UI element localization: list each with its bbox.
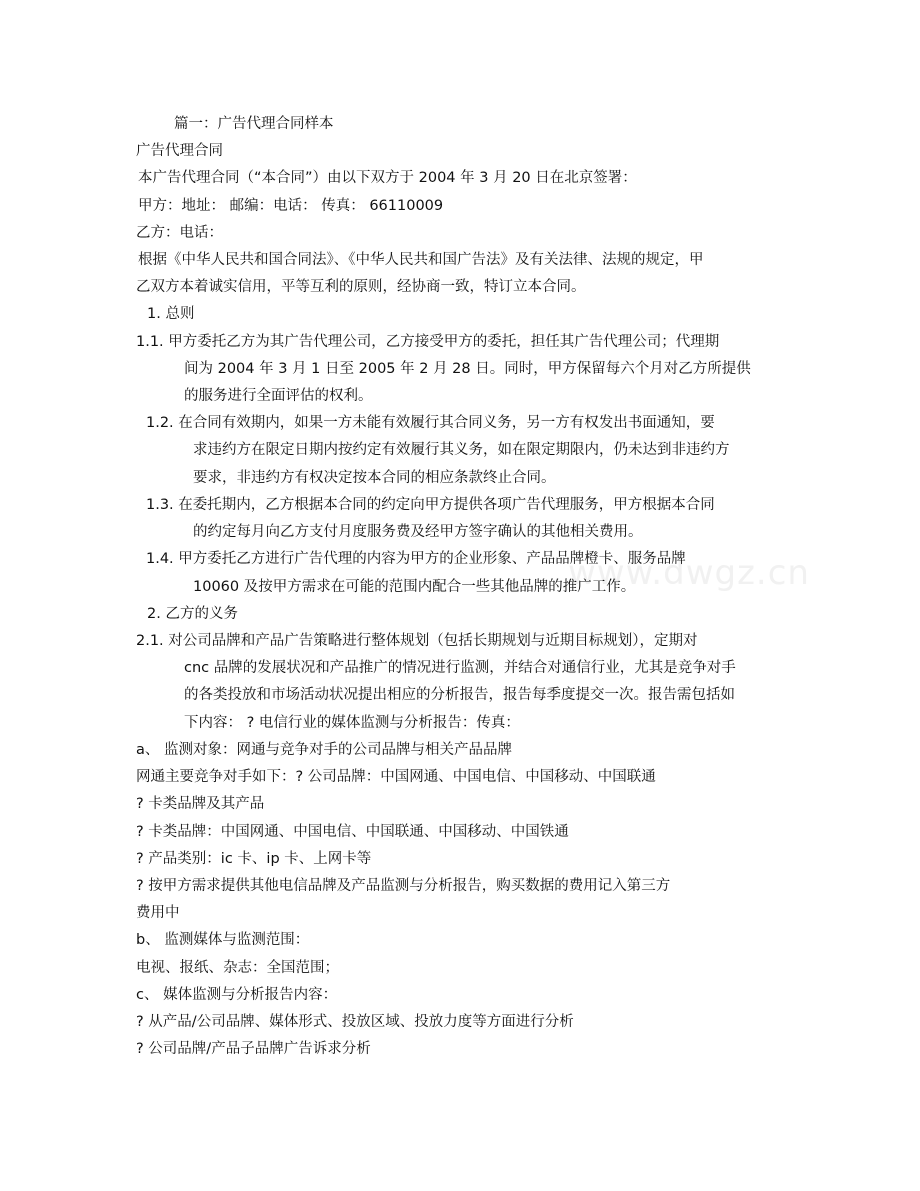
- heading-general: 1. 总则: [147, 306, 195, 322]
- paragraph-line: 根据《中华人民共和国合同法》、《中华人民共和国广告法》及有关法律、法规的规定，甲: [138, 252, 704, 268]
- paragraph-line: 本广告代理合同（“本合同”）由以下双方于 2004 年 3 月 20 日在北京签署：: [138, 170, 637, 186]
- clause-continuation: 10060 及按甲方需求在可能的范围内配合一些其他品牌的推广工作。: [193, 579, 636, 595]
- list-item-continuation: 费用中: [136, 905, 180, 921]
- item-b: b、 监测媒体与监测范围：: [136, 932, 310, 948]
- list-item: ? 卡类品牌：中国网通、中国电信、中国联通、中国移动、中国铁通: [136, 824, 569, 840]
- list-item: 电视、报纸、杂志：全国范围；: [136, 960, 339, 976]
- contract-title: 广告代理合同: [136, 143, 223, 159]
- section-title: 篇一：广告代理合同样本: [174, 116, 334, 132]
- list-item: ? 按甲方需求提供其他电信品牌及产品监测与分析报告，购买数据的费用记入第三方: [136, 878, 671, 894]
- paragraph-line: 乙双方本着诚实信用，平等互利的原则，经协商一致，特订立本合同。: [136, 279, 586, 295]
- clause-1-1: 1.1. 甲方委托乙方为其广告代理公司，乙方接受甲方的委托，担任其广告代理公司；代理期: [136, 334, 720, 350]
- clause-continuation: 求违约方在限定日期内按约定有效履行其义务，如在限定期限内，仍未达到非违约方: [193, 442, 730, 458]
- clause-1-4: 1.4. 甲方委托乙方进行广告代理的内容为甲方的企业形象、产品品牌橙卡、服务品牌: [146, 551, 686, 567]
- clause-continuation: 的各类投放和市场活动状况提出相应的分析报告，报告每季度提交一次。报告需包括如: [184, 687, 735, 703]
- clause-continuation: 间为 2004 年 3 月 1 日至 2005 年 2 月 28 日。同时，甲方保留每六个月对乙方所提供: [184, 361, 751, 377]
- party-a-line: 甲方：地址： 邮编：电话： 传真： 66110009: [138, 198, 444, 214]
- clause-continuation: 要求，非违约方有权决定按本合同的相应条款终止合同。: [193, 470, 556, 486]
- item-c: c、 媒体监测与分析报告内容：: [136, 987, 338, 1003]
- clause-continuation: 的约定每月向乙方支付月度服务费及经甲方签字确认的其他相关费用。: [193, 524, 643, 540]
- clause-continuation: cnc 品牌的发展状况和产品推广的情况进行监测，并结合对通信行业，尤其是竞争对手: [184, 660, 736, 676]
- watermark: www.dwgz.cn: [568, 553, 810, 593]
- clause-1-2: 1.2. 在合同有效期内，如果一方未能有效履行其合同义务，另一方有权发出书面通知，要: [146, 415, 715, 431]
- clause-2-1: 2.1. 对公司品牌和产品广告策略进行整体规划（包括长期规划与近期目标规划），定期对: [136, 633, 698, 649]
- party-b-line: 乙方：电话：: [136, 225, 223, 241]
- list-item: ? 从产品/公司品牌、媒体形式、投放区域、投放力度等方面进行分析: [136, 1014, 574, 1030]
- heading-obligations: 2. 乙方的义务: [147, 606, 238, 622]
- list-item: 网通主要竞争对手如下：? 公司品牌：中国网通、中国电信、中国移动、中国联通: [136, 769, 656, 785]
- item-a: a、 监测对象：网通与竞争对手的公司品牌与相关产品品牌: [136, 742, 512, 758]
- list-item: ? 公司品牌/产品子品牌广告诉求分析: [136, 1041, 371, 1057]
- list-item: ? 卡类品牌及其产品: [136, 796, 265, 812]
- clause-1-3: 1.3. 在委托期内，乙方根据本合同的约定向甲方提供各项广告代理服务，甲方根据本合同: [146, 497, 715, 513]
- clause-continuation: 下内容： ? 电信行业的媒体监测与分析报告：传真：: [184, 715, 520, 731]
- list-item: ? 产品类别：ic 卡、ip 卡、上网卡等: [136, 851, 372, 867]
- clause-continuation: 的服务进行全面评估的权利。: [184, 388, 373, 404]
